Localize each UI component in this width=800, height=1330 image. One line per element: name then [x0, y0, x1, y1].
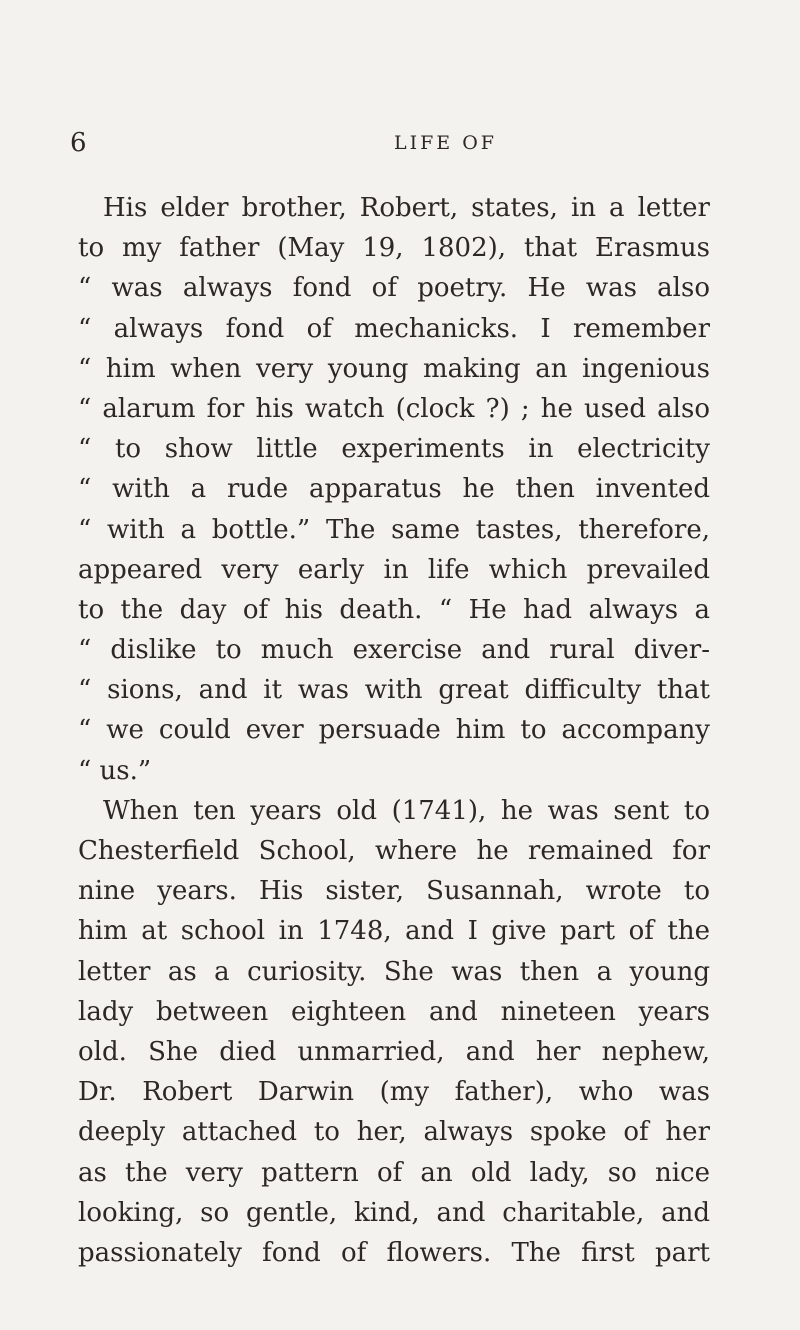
text-line: “ him when very young making an ingenious — [78, 353, 710, 384]
text-line: “ always fond of mechanicks. I remember — [78, 313, 710, 344]
text-line: “ was always fond of poetry. He was also — [78, 273, 710, 304]
text-line: “ to show little experiments in electricity — [78, 434, 710, 465]
text-line: to my father (May 19, 1802), that Erasmus — [78, 233, 710, 264]
text-line: nine years. His sister, Susannah, wrote to — [78, 876, 710, 907]
page-number: 6 — [70, 128, 87, 158]
text-line: Dr. Robert Darwin (my father), who was — [78, 1077, 710, 1108]
text-line: lady between eighteen and nineteen years — [78, 996, 710, 1027]
text-line: letter as a curiosity. She was then a young — [78, 956, 710, 987]
text-line: “ dislike to much exercise and rural diver- — [78, 635, 710, 666]
text-line: him at school in 1748, and I give part of the — [78, 916, 710, 947]
text-line: to the day of his death. “ He had always a — [78, 594, 710, 625]
text-line: passionately fond of flowers. The first part — [78, 1237, 710, 1268]
text-line: looking, so gentle, kind, and charitable, and — [78, 1197, 710, 1228]
text-line: as the very pattern of an old lady, so nice — [78, 1157, 710, 1188]
text-line: Chesterfield School, where he remained for — [78, 836, 710, 866]
text-line: deeply attached to her, always spoke of her — [78, 1117, 710, 1148]
text-line: “ with a bottle.” The same tastes, therefore, — [78, 514, 710, 545]
text-line: His elder brother, Robert, states, in a letter — [103, 193, 710, 223]
text-line: When ten years old (1741), he was sent to — [103, 795, 710, 826]
body-text — [78, 188, 710, 1273]
text-line: old. She died unmarried, and her nephew, — [78, 1036, 710, 1067]
text-line: “ us.” — [78, 755, 152, 786]
page-header — [70, 128, 730, 158]
text-line: “ sions, and it was with great difficulty that — [78, 675, 710, 706]
text-line: appeared very early in life which prevailed — [78, 554, 710, 585]
text-line: “ alarum for his watch (clock ?) ; he used also — [78, 393, 710, 424]
running-head: LIFE OF — [394, 132, 497, 154]
text-line: “ we could ever persuade him to accompany — [78, 715, 710, 746]
text-line: “ with a rude apparatus he then invented — [78, 474, 710, 505]
